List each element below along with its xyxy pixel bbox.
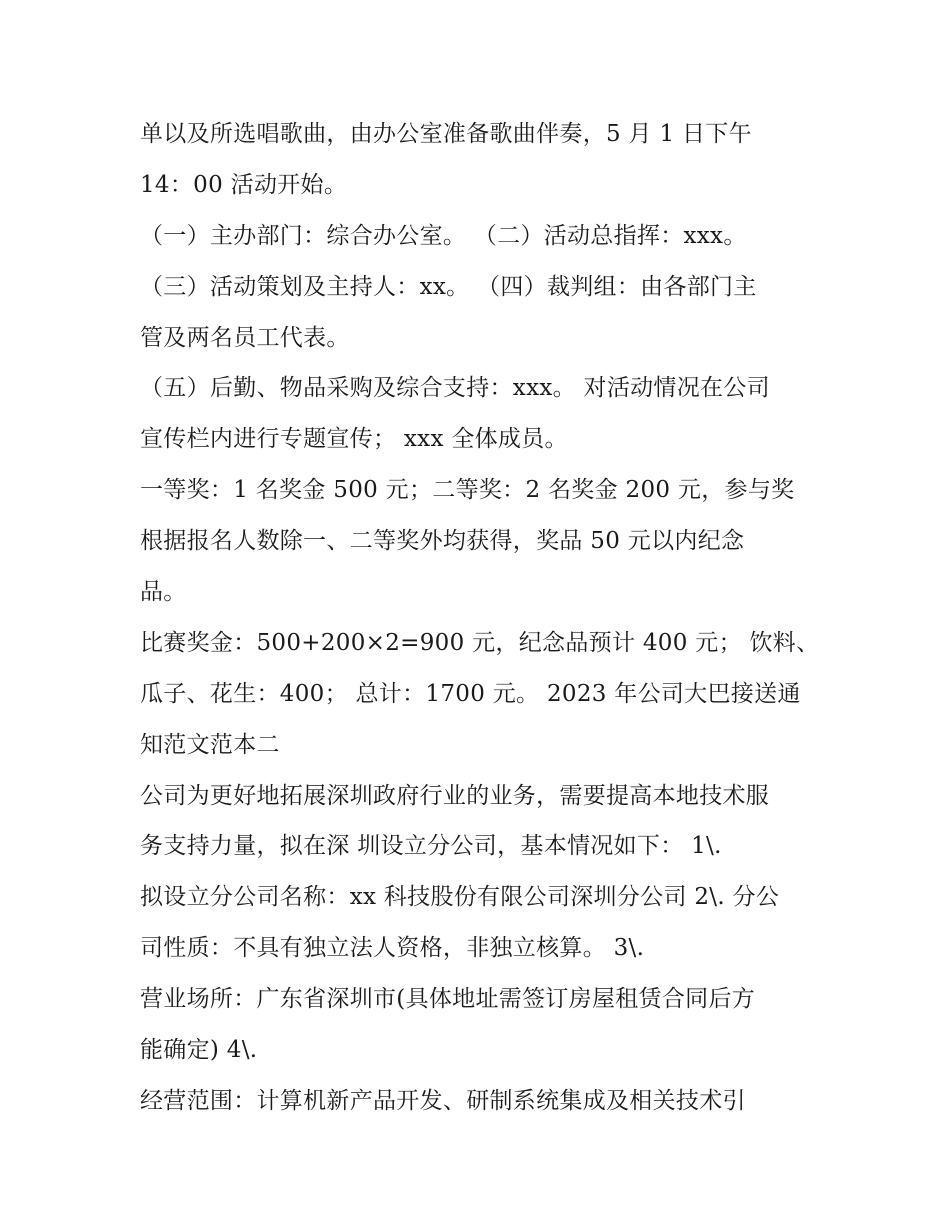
text-line: 瓜子、花生：400； 总计：1700 元。 2023 年公司大巴接送通 — [140, 680, 801, 707]
section-heading: 知范文范本二 — [140, 731, 280, 758]
text-line: 拟设立分公司名称：xx 科技股份有限公司深圳分公司 2\. 分公 — [140, 884, 780, 911]
text-line: （一）主办部门：综合办公室。 （二）活动总指挥：xxx。 — [140, 222, 747, 249]
text-line: 能确定) 4\. — [140, 1037, 258, 1064]
text-line: 管及两名员工代表。 — [140, 324, 350, 351]
text-line: 14：00 活动开始。 — [140, 171, 348, 198]
text-line: 一等奖：1 名奖金 500 元；二等奖：2 名奖金 200 元，参与奖 — [140, 477, 795, 504]
text-line: 根据报名人数除一、二等奖外均获得，奖品 50 元以内纪念 — [140, 528, 745, 555]
text-line: （五）后勤、物品采购及综合支持：xxx。 对活动情况在公司 — [140, 375, 770, 402]
text-line: 比赛奖金：500+200×2=900 元，纪念品预计 400 元； 饮料、 — [140, 629, 820, 656]
text-line: 单以及所选唱歌曲，由办公室准备歌曲伴奏，5 月 1 日下午 — [140, 121, 752, 147]
text-line: 务支持力量，拟在深 圳设立分公司，基本情况如下： 1\. — [140, 833, 722, 860]
text-line: 宣传栏内进行专题宣传； xxx 全体成员。 — [140, 426, 568, 453]
text-line: 司性质：不具有独立法人资格，非独立核算。 3\. — [140, 935, 645, 962]
text-line: 营业场所：广东省深圳市(具体地址需签订房屋租赁合同后方 — [140, 986, 756, 1013]
text-line: （三）活动策划及主持人：xx。 （四）裁判组：由各部门主 — [140, 273, 757, 300]
text-line: 公司为更好地拓展深圳政府行业的业务，需要提高本地技术服 — [140, 782, 770, 809]
document-body — [140, 109, 830, 1127]
text-line: 经营范围：计算机新产品开发、研制系统集成及相关技术引 — [140, 1087, 746, 1114]
text-line: 品。 — [140, 579, 187, 606]
